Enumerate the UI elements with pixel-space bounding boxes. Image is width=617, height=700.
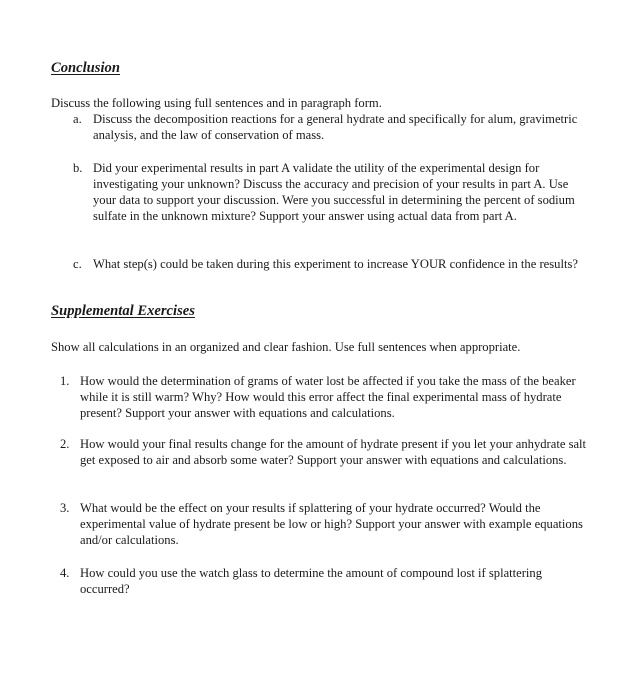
list-marker: a. <box>73 112 82 126</box>
conclusion-item-b <box>73 160 591 224</box>
conclusion-heading: Conclusion <box>51 60 120 76</box>
supplemental-item-1 <box>60 373 592 421</box>
list-item-text: What would be the effect on your results if splattering of your hydrate occurred? Would the experimental value of hydrate present be low or high? Support your answer with example equations and/or calculations. <box>80 501 583 547</box>
list-marker: c. <box>73 257 82 271</box>
supplemental-item-4 <box>60 565 592 597</box>
list-item-text: How would the determination of grams of water lost be affected if you take the mass of the beaker while it is still warm? Why? How would this error affect the final experimental mass of hydrate present? Support your answer with equations and calculations. <box>80 374 576 420</box>
list-item-text: How could you use the watch glass to determine the amount of compound lost if splattering occurred? <box>80 566 543 596</box>
supplemental-intro: Show all calculations in an organized and clear fashion. Use full sentences when appropriate. <box>51 340 521 354</box>
conclusion-item-a <box>73 111 591 143</box>
conclusion-intro: Discuss the following using full sentences and in paragraph form. <box>51 96 382 110</box>
list-marker: b. <box>73 161 83 175</box>
list-item-text: How would your final results change for the amount of hydrate present if you let your anhydrate salt get exposed to air and absorb some water? Support your answer with equations and calculations. <box>80 437 587 467</box>
supplemental-item-3 <box>60 500 592 548</box>
list-marker: 4. <box>60 566 70 580</box>
list-marker: 3. <box>60 501 70 515</box>
list-marker: 1. <box>60 374 70 388</box>
list-item-text: Discuss the decomposition reactions for a general hydrate and specifically for alum, gravimetric analysis, and the law of conservation of mass. <box>93 112 578 142</box>
conclusion-item-c <box>73 256 591 272</box>
list-item-text: Did your experimental results in part A validate the utility of the experimental design for investigating your unknown? Discuss the accuracy and precision of your results in part A. Use your data to support your discussion. Were you successful in determining the percent of sodium sulfate in the unknown mixture? Support your answer using actual data from part A. <box>93 161 575 223</box>
supplemental-exercises-heading: Supplemental Exercises <box>51 303 195 319</box>
list-item-text: What step(s) could be taken during this experiment to increase YOUR confidence in the results? <box>93 257 578 271</box>
supplemental-item-2 <box>60 436 592 468</box>
list-marker: 2. <box>60 437 70 451</box>
